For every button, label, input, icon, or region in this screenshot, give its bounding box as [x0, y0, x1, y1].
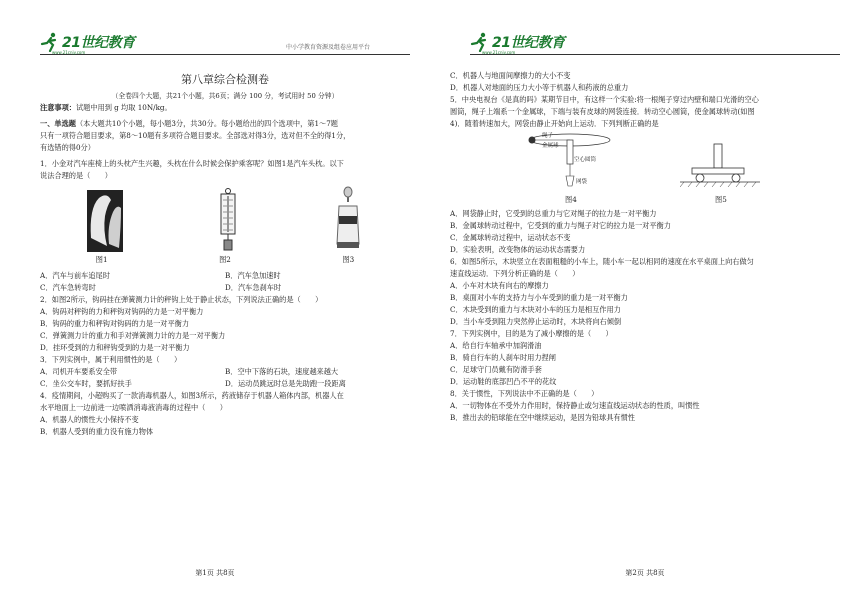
q2-option-a[interactable]: A．钩码对秤钩的力和秤钩对钩码的力是一对平衡力 [40, 307, 204, 316]
runner-icon [40, 32, 60, 52]
section-1-desc-3: 有选错的得0分） [40, 143, 95, 152]
question-7: 7．下列实例中，目的是为了减小摩擦的是（ ） [450, 329, 613, 338]
q7-option-c[interactable]: C．足球守门员戴有防滑手套 [450, 365, 542, 374]
q6-option-b[interactable]: B．桌面对小车的支持力与小车受到的重力是一对平衡力 [450, 293, 628, 302]
notes: 注意事项：试题中用到 g 均取 10N/kg。 [40, 103, 172, 112]
headrest-image [87, 190, 123, 252]
page-header [40, 30, 410, 55]
q5-option-c[interactable]: C．金属球转动过程中，运动状态不变 [450, 233, 571, 242]
logo-text: 21世纪教育 [492, 35, 565, 51]
caption-fig5: 图5 [715, 195, 727, 204]
q5-option-d[interactable]: D．实验表明，改变物体的运动状态需要力 [450, 245, 586, 254]
question-3: 3．下列实例中，属于利用惯性的是（ ） [40, 355, 182, 364]
page-2 [430, 0, 860, 594]
runner-icon [470, 32, 490, 52]
q6-option-a[interactable]: A．小车对木块有向右的摩擦力 [450, 281, 549, 290]
question-2: 2．如图2所示，钩码挂在弹簧测力计的秤钩上处于静止状态，下列说法正确的是（ ） [40, 295, 323, 304]
q4-option-c[interactable]: C．机器人与地面间摩擦力的大小不变 [450, 71, 571, 80]
q1-options-row1 [40, 270, 410, 282]
q4-option-d[interactable]: D．机器人对地面的压力大小等于机器人和药液的总重力 [450, 83, 629, 92]
page-2-content [450, 70, 840, 424]
logo-2 [470, 30, 564, 52]
question-1-cont: 说法合理的是（ ） [40, 171, 112, 180]
caption-fig4: 图4 [565, 195, 577, 204]
q7-option-a[interactable]: A．给自行车轴承中加润滑油 [450, 341, 542, 350]
q2-option-b[interactable]: B．钩码的重力和秤钩对钩码的力是一对平衡力 [40, 319, 190, 328]
q2-option-c[interactable]: C．弹簧测力计的重力和手对弹簧测力计的力是一对平衡力 [40, 331, 226, 340]
page-header-2 [470, 30, 840, 55]
logo [40, 30, 134, 52]
question-6: 6．如图5所示，木块竖立在表面粗糙的小车上，随小车一起以相同的速度在水平桌面上向右做匀 [450, 257, 754, 266]
fig4-label-ball: 金属球 [542, 143, 559, 149]
logo-url: www.21cnjy.com [52, 50, 86, 55]
logo-text: 21世纪教育 [62, 35, 135, 51]
question-5-cont: 圆筒，绳子上端系一个金属球，下端与装有皮球的网袋连接．转动空心圆筒，使金属球转动(如图 [450, 107, 755, 116]
q7-option-d[interactable]: D．运动鞋的底部凹凸不平的花纹 [450, 377, 557, 386]
question-8: 8．关于惯性，下列说法中不正确的是（ ） [450, 389, 599, 398]
section-1-desc: 一、单选题（本大题共10个小题，每小题3分，共30分。每小题给出的四个选项中，第1～7题 [40, 119, 338, 128]
q1-option-c[interactable]: C．汽车急转弯时 [40, 283, 96, 292]
exam-subtitle: （全卷四个大题，共21个小题，共6页；满分 100 分，考试用时 50 分钟） [111, 92, 339, 100]
q1-options-row2 [40, 282, 410, 294]
q2-option-d[interactable]: D．挂环受到的力和秤钩受到的力是一对平衡力 [40, 343, 190, 352]
question-6-cont: 速直线运动．下列分析正确的是（ ） [450, 269, 580, 278]
page-1-footer: 第1页 共8页 [195, 569, 235, 577]
question-4: 4．疫情期间，小超购买了一款消毒机器人，如图3所示，药液储存于机器人箱体内部，机器人在 [40, 391, 344, 400]
q6-option-d[interactable]: D．当小车受到阻力突然停止运动时，木块将向右倾倒 [450, 317, 622, 326]
question-5: 5．中央电视台《是真的吗》某期节目中，有这样一个实验:将一根绳子穿过内壁和端口光滑的空心 [450, 95, 759, 104]
figures-1-3 [40, 186, 410, 252]
q1-option-b[interactable]: B．汽车急加速时 [225, 271, 281, 280]
caption-fig3: 图3 [342, 255, 355, 264]
figure-captions [40, 254, 410, 266]
cart-block-figure [680, 140, 760, 190]
platform-title: 中小学教育资源及组卷应用平台 [285, 44, 370, 51]
q1-option-d[interactable]: D．汽车急刹车时 [225, 283, 282, 292]
q6-option-c[interactable]: C．木块受到的重力与木块对小车的压力是相互作用力 [450, 305, 621, 314]
q4-option-b[interactable]: B．机器人受到的重力没有施力物体 [40, 427, 154, 436]
section-1-desc-2: 只有一项符合题目要求，第8～10题有多项符合题目要求。全部选对得3分，选对但不全的得1分， [40, 131, 351, 140]
q4-option-a[interactable]: A．机器人的惯性大小保持不变 [40, 415, 139, 424]
q8-option-a[interactable]: A．一切物体在不受外力作用时，保持静止或匀速直线运动状态的性质，叫惯性 [450, 401, 700, 410]
q3-option-c[interactable]: C．坐公交车时，要抓好扶手 [40, 379, 132, 388]
q1-option-a[interactable]: A．汽车与前车追尾时 [40, 271, 110, 280]
spring-scale-image [218, 188, 238, 252]
q3-option-d[interactable]: D．运动员跳远时总是先助跑一段距离 [225, 379, 346, 388]
exam-title: 第八章综合检测卷 [181, 73, 269, 86]
page-2-footer: 第2页 共8页 [625, 569, 665, 577]
question-1: 1．小金对汽车座椅上的头枕产生兴趣，头枕在什么时候会保护乘客呢？如图1是汽车头枕。以下 [40, 159, 344, 168]
page-1-content [40, 72, 410, 438]
caption-fig2: 图2 [219, 255, 231, 264]
q7-option-b[interactable]: B．骑自行车的人刹车时用力捏闸 [450, 353, 556, 362]
question-5-cont-2: 4)．随着转速加大，网袋由静止开始向上运动．下列判断正确的是 [450, 119, 659, 128]
figure-captions-2 [450, 194, 840, 208]
q8-option-b[interactable]: B．推出去的铅球能在空中继续运动，是因为铅球具有惯性 [450, 413, 635, 422]
logo-url: www.21cnjy.com [482, 50, 516, 55]
q3-options-row1 [40, 366, 410, 378]
question-4-cont: 水平地面上一边前进一边喷洒消毒液消毒的过程中（ ） [40, 403, 227, 412]
figures-4-5 [450, 132, 840, 194]
q3-option-a[interactable]: A．司机开车要系安全带 [40, 367, 118, 376]
fig4-label-rope: 绳子 [542, 133, 554, 139]
disinfection-robot-image [333, 186, 363, 252]
q3-options-row2 [40, 378, 410, 390]
q5-option-b[interactable]: B．金属球转动过程中，它受到的重力与绳子对它的拉力是一对平衡力 [450, 221, 671, 230]
q3-option-b[interactable]: B．空中下落的石块，速度越来越大 [225, 367, 339, 376]
caption-fig1: 图1 [95, 255, 108, 264]
q5-option-a[interactable]: A．网袋静止时，它受到的总重力与它对绳子的拉力是一对平衡力 [450, 209, 657, 218]
fig4-label-tube: 空心圆筒 [574, 157, 597, 163]
fig4-label-net: 网袋 [576, 179, 588, 185]
